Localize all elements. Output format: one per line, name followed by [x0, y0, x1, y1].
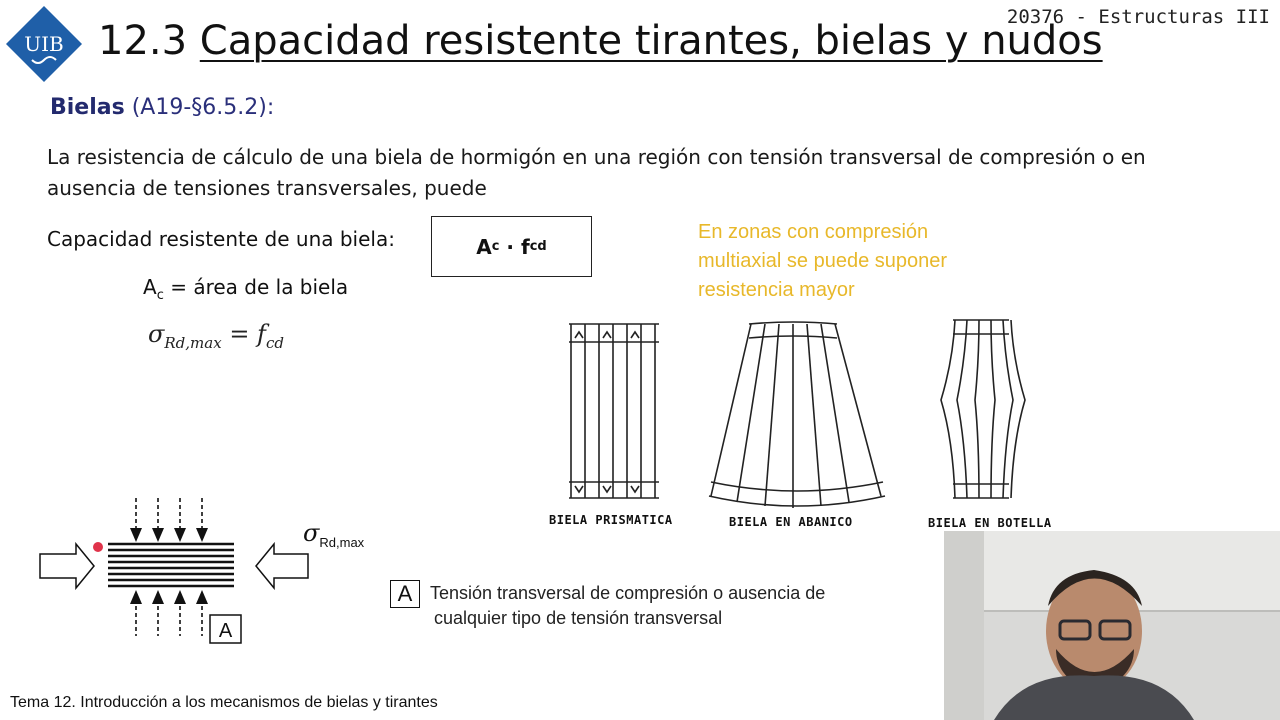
description-paragraph: [47, 142, 1247, 204]
caption-prismatic: BIELA PRISMATICA: [549, 513, 673, 527]
caption-bottle: BIELA EN BOTELLA: [928, 516, 1052, 530]
legend-line-1: Tensión transversal de compresión o ausencia de: [430, 583, 826, 603]
diagram-box-label: A: [218, 620, 233, 642]
section-number: 12.3: [98, 18, 188, 64]
heading-ref: (A19-§6.5.2):: [131, 95, 275, 120]
course-label: 20376 - Estructuras III: [1006, 6, 1270, 28]
presenter-video: [944, 531, 1280, 720]
uib-logo: [4, 4, 84, 84]
paragraph-line-2: ausencia de tensiones transversales, puede: [47, 176, 487, 200]
formula-a-sub: c: [491, 239, 500, 254]
logo-text: UIB: [24, 32, 64, 56]
capacity-label: Capacidad resistente de una biela:: [47, 227, 395, 251]
sigma-lhs: σ: [148, 320, 165, 348]
pointer-dot: [93, 542, 103, 552]
footer-text: Tema 12. Introducción a los mecanismos de bielas y tirantes: [10, 694, 438, 711]
left-arrow-icon: [40, 544, 94, 588]
ac-sub: c: [156, 288, 164, 303]
strut-types-illustration: [555, 312, 1055, 512]
heading-bold: Bielas: [50, 95, 125, 120]
capacity-formula-box: [431, 216, 592, 277]
bottle-strut-sketch: [941, 320, 1025, 498]
sigma-rd-max-label: [303, 519, 364, 550]
sigma-lhs-sub: Rd,max: [164, 333, 222, 352]
ac-symbol: A: [143, 275, 157, 299]
legend-text: [430, 581, 825, 631]
right-arrow-icon: [256, 544, 308, 588]
multiaxial-note: [698, 218, 1028, 305]
note-line-3: resistencia mayor: [698, 279, 855, 301]
formula-dot: ·: [499, 234, 521, 259]
formula-f-sub: cd: [529, 239, 547, 254]
sigma-equation: [148, 320, 284, 352]
fan-strut-sketch: [709, 322, 885, 508]
sigma2-sub: Rd,max: [319, 534, 365, 550]
legend-line-2: cualquier tipo de tensión transversal: [434, 608, 723, 628]
note-line-2: multiaxial se puede suponer: [698, 250, 948, 272]
prismatic-strut-sketch: [569, 324, 659, 498]
formula-f: f: [521, 234, 530, 259]
sigma-rhs-sub: cd: [265, 333, 284, 352]
area-definition: [143, 275, 348, 303]
layered-block: [108, 544, 234, 586]
note-line-1: En zonas con compresión: [698, 221, 929, 243]
slide-title: [98, 18, 1103, 64]
sigma2-symbol: σ: [303, 519, 320, 547]
compression-diagram-a: [30, 490, 390, 650]
formula-a: A: [476, 234, 492, 259]
ac-definition-text: = área de la biela: [163, 275, 349, 299]
title-text: Capacidad resistente tirantes, bielas y nudos: [199, 18, 1103, 64]
caption-fan: BIELA EN ABANICO: [729, 515, 853, 529]
sigma-eq: = f: [221, 320, 266, 348]
section-heading: [50, 95, 274, 120]
paragraph-line-1: La resistencia de cálculo de una biela de hormigón en una región con tensión transversal de compresión o en: [47, 145, 1146, 169]
legend-box-a: A: [390, 580, 420, 608]
